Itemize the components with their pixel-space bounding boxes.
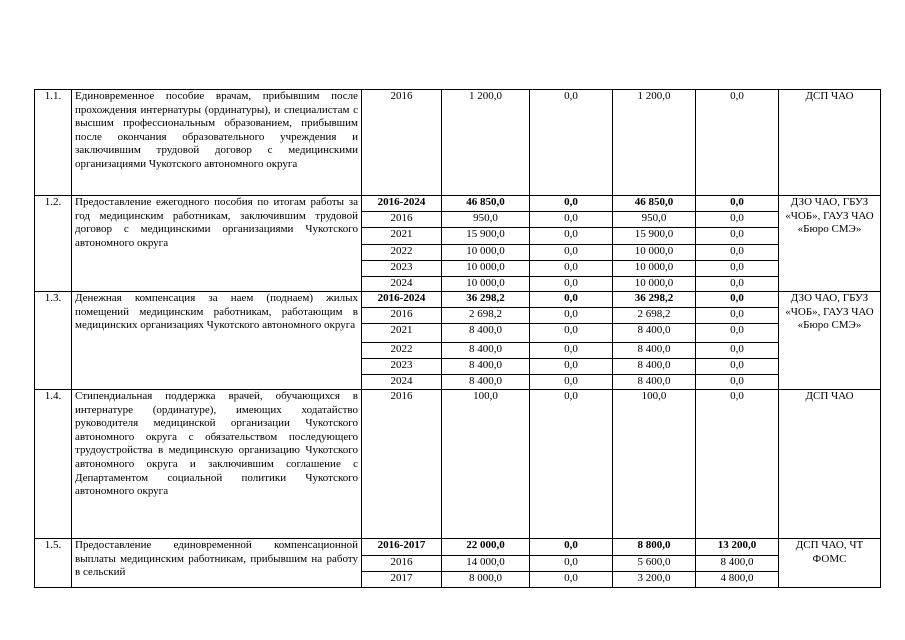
other-sources-cell: 0,0: [696, 212, 779, 228]
regional-budget-cell: 950,0: [613, 212, 696, 228]
federal-budget-cell: 0,0: [530, 228, 613, 245]
other-sources-cell: 13 200,0: [696, 539, 779, 556]
period-cell: 2016: [362, 90, 442, 196]
total-cell: 36 298,2: [442, 292, 530, 308]
other-sources-cell: 0,0: [696, 375, 779, 390]
period-cell: 2016: [362, 308, 442, 324]
federal-budget-cell: 0,0: [530, 308, 613, 324]
measure-description: Предоставление ежегодного пособия по итогам работы за год медицинским работникам, заключившим трудовой договор с медицинскими организациями Чукотского автономного округа: [72, 196, 362, 292]
total-cell: 8 400,0: [442, 324, 530, 343]
other-sources-cell: 4 800,0: [696, 572, 779, 588]
other-sources-cell: 0,0: [696, 390, 779, 539]
total-cell: 10 000,0: [442, 245, 530, 261]
federal-budget-cell: 0,0: [530, 277, 613, 292]
regional-budget-cell: 36 298,2: [613, 292, 696, 308]
period-cell: 2024: [362, 277, 442, 292]
row-number: 1.4.: [35, 390, 72, 539]
regional-budget-cell: 2 698,2: [613, 308, 696, 324]
federal-budget-cell: 0,0: [530, 245, 613, 261]
federal-budget-cell: 0,0: [530, 90, 613, 196]
regional-budget-cell: 8 400,0: [613, 359, 696, 375]
row-number: 1.2.: [35, 196, 72, 292]
executor-cell: ДСП ЧАО: [779, 390, 881, 539]
total-cell: 15 900,0: [442, 228, 530, 245]
total-cell: 14 000,0: [442, 556, 530, 572]
total-cell: 2 698,2: [442, 308, 530, 324]
federal-budget-cell: 0,0: [530, 196, 613, 212]
row-number: 1.1.: [35, 90, 72, 196]
measure-description: Денежная компенсация за наем (поднаем) жилых помещений медицинским работникам, работающим в медицинских организациях Чукотского автономного округа: [72, 292, 362, 390]
period-cell: 2016: [362, 556, 442, 572]
federal-budget-cell: 0,0: [530, 572, 613, 588]
total-cell: 100,0: [442, 390, 530, 539]
total-cell: 8 400,0: [442, 375, 530, 390]
federal-budget-cell: 0,0: [530, 375, 613, 390]
table-row: [35, 196, 881, 212]
total-cell: 950,0: [442, 212, 530, 228]
regional-budget-cell: 1 200,0: [613, 90, 696, 196]
regional-budget-cell: 8 800,0: [613, 539, 696, 556]
table-row: [35, 539, 881, 556]
total-cell: 1 200,0: [442, 90, 530, 196]
federal-budget-cell: 0,0: [530, 556, 613, 572]
period-cell: 2021: [362, 228, 442, 245]
regional-budget-cell: 100,0: [613, 390, 696, 539]
other-sources-cell: 0,0: [696, 308, 779, 324]
executor-cell: ДЗО ЧАО, ГБУЗ «ЧОБ», ГАУЗ ЧАО «Бюро СМЭ»: [779, 196, 881, 292]
federal-budget-cell: 0,0: [530, 539, 613, 556]
executor-cell: ДСП ЧАО, ЧТ ФОМС: [779, 539, 881, 588]
period-cell: 2023: [362, 359, 442, 375]
total-cell: 10 000,0: [442, 277, 530, 292]
regional-budget-cell: 3 200,0: [613, 572, 696, 588]
other-sources-cell: 0,0: [696, 359, 779, 375]
total-cell: 8 000,0: [442, 572, 530, 588]
federal-budget-cell: 0,0: [530, 261, 613, 277]
other-sources-cell: 8 400,0: [696, 556, 779, 572]
period-cell: 2016-2017: [362, 539, 442, 556]
period-cell: 2021: [362, 324, 442, 343]
regional-budget-cell: 10 000,0: [613, 277, 696, 292]
federal-budget-cell: 0,0: [530, 359, 613, 375]
period-cell: 2022: [362, 245, 442, 261]
measure-description: Единовременное пособие врачам, прибывшим после прохождения интернатуры (ординатуры), и специалистам с высшим профессиональным образованием, прибывшим после окончания образовательного учреждения и заключившим трудовой договор с медицинскими организациями Чукотского автономного округа: [72, 90, 362, 196]
other-sources-cell: 0,0: [696, 90, 779, 196]
regional-budget-cell: 15 900,0: [613, 228, 696, 245]
total-cell: 10 000,0: [442, 261, 530, 277]
federal-budget-cell: 0,0: [530, 324, 613, 343]
total-cell: 8 400,0: [442, 343, 530, 359]
measure-description: Стипендиальная поддержка врачей, обучающихся в интернатуре (ординатуре), имеющих ходатайство руководителя медицинской организации Чукотского автономного округа с обязательством последующего трудоустройства в медицинскую организацию Чукотского автономного округа и заключившим соглашение с Департаментом социальной политики Чукотского автономного округа: [72, 390, 362, 539]
table-row: [35, 90, 881, 196]
other-sources-cell: 0,0: [696, 261, 779, 277]
period-cell: 2016: [362, 212, 442, 228]
other-sources-cell: 0,0: [696, 196, 779, 212]
regional-budget-cell: 8 400,0: [613, 324, 696, 343]
other-sources-cell: 0,0: [696, 324, 779, 343]
regional-budget-cell: 8 400,0: [613, 343, 696, 359]
regional-budget-cell: 10 000,0: [613, 261, 696, 277]
period-cell: 2022: [362, 343, 442, 359]
regional-budget-cell: 8 400,0: [613, 375, 696, 390]
total-cell: 46 850,0: [442, 196, 530, 212]
other-sources-cell: 0,0: [696, 292, 779, 308]
period-cell: 2023: [362, 261, 442, 277]
total-cell: 8 400,0: [442, 359, 530, 375]
federal-budget-cell: 0,0: [530, 292, 613, 308]
regional-budget-cell: 46 850,0: [613, 196, 696, 212]
other-sources-cell: 0,0: [696, 245, 779, 261]
table-row: [35, 292, 881, 308]
regional-budget-cell: 5 600,0: [613, 556, 696, 572]
row-number: 1.3.: [35, 292, 72, 390]
measure-description: Предоставление единовременной компенсационной выплаты медицинским работникам, прибывшим на работу в сельский: [72, 539, 362, 588]
executor-cell: ДСП ЧАО: [779, 90, 881, 196]
federal-budget-cell: 0,0: [530, 212, 613, 228]
regional-budget-cell: 10 000,0: [613, 245, 696, 261]
period-cell: 2016-2024: [362, 292, 442, 308]
total-cell: 22 000,0: [442, 539, 530, 556]
other-sources-cell: 0,0: [696, 343, 779, 359]
other-sources-cell: 0,0: [696, 228, 779, 245]
executor-cell: ДЗО ЧАО, ГБУЗ «ЧОБ», ГАУЗ ЧАО «Бюро СМЭ»: [779, 292, 881, 390]
program-table: [34, 89, 881, 588]
period-cell: 2024: [362, 375, 442, 390]
table-row: [35, 390, 881, 539]
row-number: 1.5.: [35, 539, 72, 588]
federal-budget-cell: 0,0: [530, 343, 613, 359]
period-cell: 2016-2024: [362, 196, 442, 212]
other-sources-cell: 0,0: [696, 277, 779, 292]
period-cell: 2017: [362, 572, 442, 588]
period-cell: 2016: [362, 390, 442, 539]
federal-budget-cell: 0,0: [530, 390, 613, 539]
